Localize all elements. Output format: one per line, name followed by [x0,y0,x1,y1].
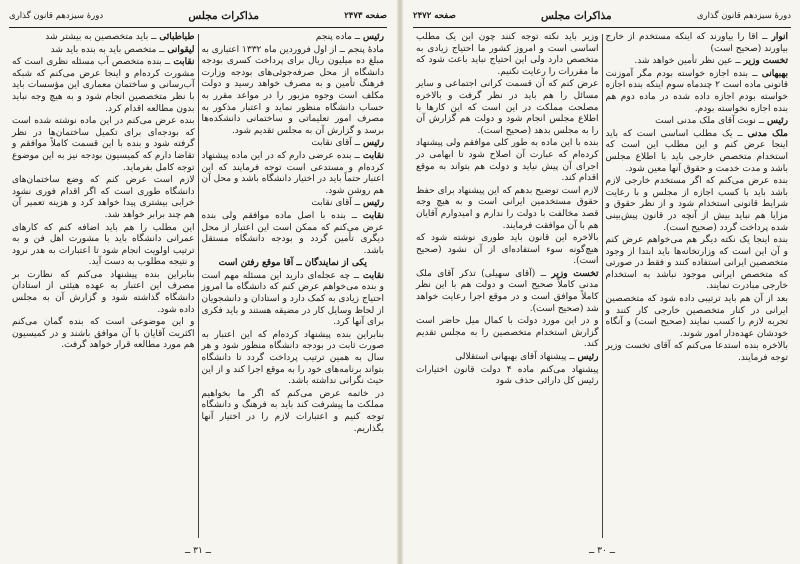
transcript-paragraph [606,294,789,340]
paragraph-text: مادهٔ پنجم ــ از اول فروردین ماه ۱۳۳۲ اعتباری به مبلغ ده میلیون ریال برای پرداخت کسری بودجه دانشگاه از محل صرفه‌جوئی‌های بودجه وزارت فرهنگ تأمین و به مصرف خواهد رسید و دولت مکلف است وجوه مزبور را در مواعد مقرر به حساب دانشگاه منظور نماید و اعتبار مذکور به مصرف امور تعلیماتی و ساختمانی دانشکده‌ها برسد و گزارش آن به مجلس تقدیم شود. [201,44,384,136]
transcript-paragraph [12,223,195,269]
left-page-period: دورهٔ سیزدهم قانون گذاری [9,11,104,21]
right-page-header [413,8,791,24]
paragraph-text: ــ نوبت آقای ملک مدنی است [655,116,765,127]
left-page-number-label: صفحه ۲۴۷۳ [344,11,387,21]
transcript-paragraph [202,45,385,138]
speaker-name: تخست وزیر [743,56,788,67]
transcript-paragraph [416,32,599,78]
paragraph-text: بنابراین بنده پیشنهاد کرده‌ام که این اعتبار به صورت ثابت در بودجه دانشگاه منظور شود و هر سال به همین ترتیب پرداخت گردد تا دانشگاه بتواند برنامه‌های خود را به موقع اجرا کند و از این حیث نگرانی نداشته باشد. [201,329,384,387]
transcript-paragraph [202,271,385,329]
paragraph-text: بنده عرض می‌کنم که اگر مستخدم خارجی لازم باشد باید با کسب اجازه از مجلس و با رعایت شرایط قانونی استخدام شود و از نظر حقوق و مزایا هم نباید بیش از آنچه در قانون پیش‌بینی شده پرداخت گردد (صحیح است). [605,176,788,233]
transcript-paragraph [202,32,385,44]
left-page-header [9,8,387,24]
right-page-column-2 [413,32,602,540]
left-page-title: مذاکرات مجلس [188,10,259,22]
paragraph-text: ــ بنده عرضی دارم که در این ماده پیشنهاد کرده‌ام و مستدعی است توجه فرمایند که این اعتبار حتماً باید در اختیار دانشگاه باشد و محل آن هم روشن شود. [201,150,384,196]
speaker-name: نقابت [362,210,384,221]
transcript-paragraph [606,69,789,115]
transcript-paragraph [202,211,385,257]
paragraph-text: ــ متخصص باید به بنده باید شد [50,44,165,55]
paragraph-text: لازم است توضیح بدهم که این پیشنهاد برای حفظ حقوق مستخدمین ایرانی است و به هیچ وجه قصد مخالفت با دولت را ندارم و امیدوارم آقایان هم با آن موافقت فرمایند. [416,185,599,231]
right-page-footer: ــ ۳۰ ــ [589,546,615,556]
transcript-paragraph [202,198,385,210]
right-page-number-label: صفحه ۲۴۷۲ [413,11,456,21]
transcript-paragraph [202,389,385,435]
transcript-paragraph [606,341,789,364]
transcript-paragraph [12,45,195,57]
speaker-name: رئیس [362,32,384,42]
paragraph-text: بنده با این ماده به طور کلی موافقم ولی پیشنهاد کرده‌ام که عبارت آن اصلاح شود تا ابهامی در اجرای آن پیش نیاید و دولت هم بتواند به موقع اقدام کند. [416,138,599,184]
left-page-column-1 [199,32,388,540]
left-page-footer: ــ ۳۱ ــ [185,546,211,556]
paragraph-text: لازم است عرض کنم که وضع ساختمان‌های دانشگاه طوری است که اگر اقدام فوری نشود خرابی بیشتری پیدا خواهد کرد و هزینه تعمیر آن هم چند برابر خواهد شد. [12,175,195,220]
speaker-name: نقابت [173,57,195,68]
paragraph-text: وزیر باید نکته توجه کنند چون این یک مطلب اساسی است و امروز کشور ما احتیاج زیادی به متخصص دارد ولی این احتیاج نباید باعث شود که ما مقررات را رعایت نکنیم. [416,32,599,77]
paragraph-text: بالاخره بنده استدعا می‌کنم که آقای تخست وزیر توجه فرمایند. [605,341,788,364]
speaker-name: تخست وزیر [551,268,599,279]
paragraph-text: ــ یک مطلب اساسی است که باید اینجا عرض کنم و این مطلب این است که استخدام متخصص خارجی باید با اطلاع مجلس باشد و مدت خدمت و حقوق آنها معین شود. [605,128,788,174]
right-page-period: دورهٔ سیزدهم قانون گذاری [696,11,791,21]
speaker-name: رئیس [577,352,599,363]
transcript-paragraph [416,79,599,137]
transcript-paragraph [606,32,789,55]
speaker-name: لیقوانی [167,44,195,55]
paragraph-text: ــ بنده اجازه خواسته بودم مگر آموزنت قانونی ماده است ۲ چندماه سوم اینکه بنده اجازه خواسته بودم اجازه داده شده در ماده دوم هم بنده اجازه نخواسته بودم. [605,68,789,114]
left-columns [9,32,387,540]
paragraph-text: عرض کنم که آن قسمت کرانی اجتماعی و سایر مسائل را هم باید در نظر گرفت و بالاخره مصلحت مملکت در این است که این کارها با اطلاع مجلس انجام شود و دولت هم گزارش آن را به مجلس بدهد (صحیح است). [416,79,599,136]
right-page-column-1 [603,32,792,540]
paragraph-text: ــ بنده متخصص آب مسئله نظری است که مشورت کرده‌ام و اینجا عرض می‌کنم که شبکه آب‌رسانی و ساختمان معماری این مؤسسات باید با نظر متخصصین انجام شود و به هیچ وجه نباید بدون مطالعه اقدام کرد. [12,57,195,114]
paragraph-text: ــ آقای نقابت [311,138,361,149]
paragraph-text: ــ ماده پنجم [315,32,361,42]
speaker-name: انوار [771,32,788,42]
transcript-paragraph [202,330,385,388]
column-divider [198,34,199,538]
paragraph-text: ــ بنده با اصل ماده موافقم ولی بنده عرض می‌کنم که ممکن است این اعتبار از محل دیگری تأمین گردد و بودجه دانشگاه مستقل باشد. [201,210,384,256]
transcript-paragraph [202,151,385,197]
paragraph-text: ــ باید متخصصین به بیشتر شد [45,32,157,42]
paragraph-text: ــ (آقای سهیلی) تذکر آقای ملک مدنی کاملاً صحیح است و دولت هم با این نظر کاملاً موافق است و در موقع اجرا رعایت خواهد شد (صحیح است). [416,268,599,314]
left-page-column-2 [9,32,198,540]
left-page [3,0,393,564]
transcript-paragraph [416,316,599,351]
speaker-name: رئیس [362,138,384,149]
paragraph-text: ــ عین نظر تأمین خواهد شد. [634,56,741,67]
transcript-paragraph [12,317,195,352]
transcript-paragraph [606,176,789,234]
transcript-paragraph [12,175,195,221]
transcript-paragraph [12,57,195,115]
paragraph-text: و در این مورد دولت با کمال میل حاضر است گزارش استخدام متخصصین را به مجلس تقدیم کند. [416,316,599,350]
transcript-paragraph [416,269,599,315]
speaker-name: طباطبائی [159,32,195,42]
transcript-paragraph [12,116,195,174]
right-page-title: مذاکرات مجلس [541,10,612,22]
transcript-paragraph [416,233,599,268]
book-gutter [397,0,403,564]
transcript-paragraph [416,365,599,388]
right-header-rule [413,27,791,28]
transcript-paragraph [416,186,599,232]
transcript-paragraph [416,352,599,364]
centered-remark: یکی از نمایندگان ــ آقا موقع رفتن است [218,258,367,269]
paragraph-text: بالاخره این قانون باید طوری نوشته شود که هیچ‌گونه سوء استفاده‌ای از آن نشود (صحیح است). [416,233,599,267]
column-divider [602,34,603,538]
transcript-paragraph [606,56,789,68]
speaker-name: نقابت [362,270,384,281]
paragraph-text: بنده اینجا یک نکته دیگر هم می‌خواهم عرض کنم و آن این است که وزارتخانه‌ها باید ابتدا از وجود متخصصین ایرانی استفاده کنند و فقط در صورتی که متخصص ایرانی موجود نباشد به استخدام خارجی مبادرت نمایند. [605,235,788,292]
paragraph-text: ــ آقای نقابت [311,198,361,209]
transcript-paragraph [12,32,195,44]
right-page [407,0,797,564]
paragraph-text: بعد از آن هم باید ترتیبی داده شود که متخصصین ایرانی در کنار متخصصین خارجی کار کنند و تجربه لازم را کسب نمایند (صحیح است) و آنگاه خودشان عهده‌دار امور شوند. [605,294,788,339]
paragraph-text: و این موضوعی است که بنده گمان می‌کنم اکثریت آقایان با آن موافق باشند و در کمیسیون هم مورد مطالعه قرار خواهد گرفت. [12,317,195,351]
paragraph-text: در خاتمه عرض می‌کنم که اگر ما بخواهیم مملکت ما پیشرفت کند باید به فرهنگ و دانشگاه توجه کنیم و اعتبارات لازم را در اختیار آنها بگذاریم. [201,388,384,434]
paragraph-text: پیشنهاد می‌کنم ماده ۴ دولت قانون اختیارات رئیس کل دارائی حذف شود [416,364,599,387]
left-header-rule [9,27,387,28]
speaker-name: ملک مدنی [747,128,788,139]
paragraph-text: این مطلب را هم باید اضافه کنم که کارهای عمرانی دانشگاه باید با مشورت اهل فن و به ترتیب اولویت انجام شود تا اعتبارات به هدر نرود و نتیجه مطلوب به دست آید. [12,222,195,268]
right-columns [413,32,791,540]
paragraph-text: ــ پیشنهاد آقای بهبهانی استقلالی [455,352,575,363]
paragraph-text: ــ آقا را بیاورند که اینکه مستخدم از خارج بیاورند (صحیح است) [605,32,788,54]
transcript-paragraph [606,235,789,293]
transcript-paragraph [12,270,195,316]
speaker-name: نقابت [362,150,384,161]
speaker-name: بهبهانی [761,68,788,79]
transcript-paragraph [606,116,789,128]
paragraph-text: ــ چه عجله‌ای دارید این مسئله مهم است و بنده می‌خواهم عرض کنم که دانشگاه ما امروز احتیاج زیادی به کمک دارد و استادان و دانشجویان از لحاظ وسایل کار در مضیقه هستند و باید فکری برای آنها کرد. [201,270,384,328]
speaker-name: رئیس [766,116,788,127]
speaker-name: رئیس [362,198,384,209]
transcript-paragraph [416,138,599,184]
transcript-paragraph [606,129,789,175]
paragraph-text: بنابراین بنده پیشنهاد می‌کنم که نظارت بر مصرف این اعتبار به عهده هیئتی از استادان دانشگاه گذاشته شود و گزارش آن به مجلس داده شود. [12,269,195,315]
paragraph-text: بنده عرض می‌کنم در این ماده نوشته شده است که بودجه‌ای برای تکمیل ساختمان‌ها در نظر گرفته شود و بنده با این قسمت کاملاً موافقم و تقاضا دارم که کمیسیون بودجه نیز به این موضوع توجه کامل بفرماید. [12,116,195,173]
transcript-paragraph [202,138,385,150]
